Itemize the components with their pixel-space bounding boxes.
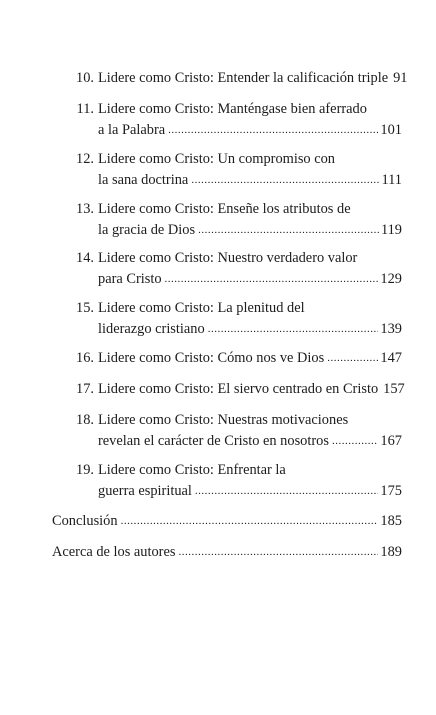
page-number: 185 bbox=[380, 513, 402, 529]
chapter-title-continued: guerra espiritual bbox=[98, 483, 192, 499]
dot-leader bbox=[121, 512, 379, 530]
toc-entry-line bbox=[98, 349, 402, 367]
chapter-title-continued: la gracia de Dios bbox=[98, 222, 196, 238]
chapter-title-continued: para Cristo bbox=[98, 271, 162, 287]
page-number: 175 bbox=[380, 483, 402, 499]
chapter-title-continued: la sana doctrina bbox=[98, 172, 189, 188]
page-number: 111 bbox=[381, 172, 402, 188]
chapter-title: Lidere como Cristo: Un compromiso con bbox=[98, 151, 336, 167]
page-number: 91 bbox=[393, 70, 408, 86]
chapter-number: 10. bbox=[76, 70, 94, 86]
chapter-title-continued: revelan el carácter de Cristo en nosotros bbox=[98, 433, 329, 449]
toc-entry-line bbox=[98, 482, 402, 500]
dot-leader bbox=[168, 121, 378, 139]
backmatter-title: Acerca de los autores bbox=[52, 544, 176, 560]
dot-leader bbox=[208, 320, 379, 338]
chapter-number: 19. bbox=[76, 462, 94, 478]
page-number: 157 bbox=[383, 381, 405, 397]
dot-leader bbox=[198, 221, 379, 239]
page-number: 119 bbox=[380, 222, 402, 238]
chapter-number: 16. bbox=[76, 350, 94, 366]
chapter-number: 14. bbox=[76, 250, 94, 266]
chapter-number: 12. bbox=[76, 151, 94, 167]
chapter-number: 13. bbox=[76, 201, 94, 217]
page-number: 167 bbox=[380, 433, 402, 449]
dot-leader bbox=[191, 171, 379, 189]
page-number: 147 bbox=[380, 350, 402, 366]
chapter-title: Lidere como Cristo: Entender la calificación triple bbox=[98, 70, 389, 86]
toc-entry-line bbox=[98, 320, 402, 338]
chapter-title: Lidere como Cristo: La plenitud del bbox=[98, 300, 305, 316]
chapter-title: Lidere como Cristo: Enseñe los atributos de bbox=[98, 201, 351, 217]
page-number: 139 bbox=[380, 321, 402, 337]
dot-leader bbox=[195, 482, 379, 500]
chapter-number: 18. bbox=[76, 412, 94, 428]
page-number: 129 bbox=[380, 271, 402, 287]
toc-entry-line bbox=[98, 69, 408, 87]
toc-entry-line bbox=[98, 171, 402, 189]
chapter-number: 15. bbox=[76, 300, 94, 316]
page-number: 189 bbox=[380, 544, 402, 560]
chapter-title: Lidere como Cristo: Cómo nos ve Dios bbox=[98, 350, 325, 366]
toc-entry-line bbox=[98, 432, 402, 450]
chapter-title: Lidere como Cristo: Manténgase bien aferrado bbox=[98, 101, 367, 117]
toc-entry-line bbox=[98, 221, 402, 239]
chapter-title: Lidere como Cristo: Enfrentar la bbox=[98, 462, 286, 478]
chapter-number: 17. bbox=[76, 381, 94, 397]
toc-entry-line bbox=[52, 512, 402, 530]
dot-leader bbox=[327, 349, 378, 367]
chapter-title: Lidere como Cristo: El siervo centrado en Cristo bbox=[98, 381, 379, 397]
dot-leader bbox=[178, 543, 378, 561]
toc-entry-line bbox=[98, 121, 402, 139]
chapter-title: Lidere como Cristo: Nuestras motivaciones bbox=[98, 412, 349, 428]
toc-entry-line bbox=[98, 380, 405, 398]
dot-leader bbox=[332, 432, 378, 450]
backmatter-title: Conclusión bbox=[52, 513, 118, 529]
toc-entry-line bbox=[52, 543, 402, 561]
page-number: 101 bbox=[380, 122, 402, 138]
chapter-title: Lidere como Cristo: Nuestro verdadero valor bbox=[98, 250, 358, 266]
toc-entry-line bbox=[98, 270, 402, 288]
chapter-title-continued: liderazgo cristiano bbox=[98, 321, 205, 337]
chapter-title-continued: a la Palabra bbox=[98, 122, 166, 138]
chapter-number: 11. bbox=[76, 101, 94, 117]
dot-leader bbox=[165, 270, 379, 288]
